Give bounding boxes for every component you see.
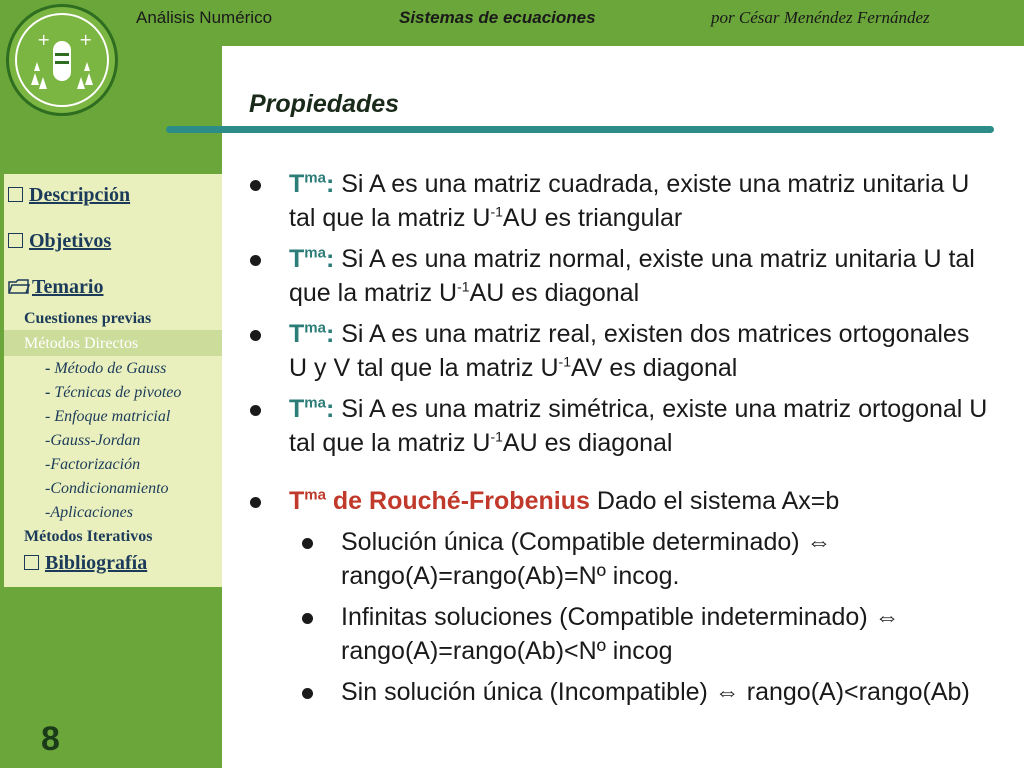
bullet-icon	[250, 255, 261, 266]
bullet-icon	[250, 330, 261, 341]
sidebar-menu	[4, 174, 222, 587]
nav-tecnicas-pivoteo[interactable]: - Técnicas de pivoteo	[45, 384, 182, 401]
bullet-icon	[302, 613, 313, 624]
rouche-case: Sin solución única (Incompatible) ⇔ rango(A)<rango(Ab)	[341, 675, 991, 709]
theorem-item: $T^{ma}$: Si A es una matriz cuadrada, existe una matriz unitaria U tal que la matriz $U^{-1}AU$ es triangular	[289, 167, 989, 235]
page-number: 8	[41, 720, 60, 758]
nav-temario[interactable]: Temario	[8, 276, 103, 299]
svg-text:+: +	[79, 30, 93, 49]
nav-metodos-iterativos[interactable]: Métodos Iterativos	[24, 528, 153, 545]
rouche-theorem: $T^{ma}$ de Rouché-Frobenius Dado el sistema Ax=b	[289, 484, 989, 518]
slide-title: Propiedades	[249, 90, 400, 118]
logo-seal-icon	[9, 7, 115, 113]
author-name: por César Menéndez Fernández	[711, 8, 930, 27]
nav-metodos-directos[interactable]: Métodos Directos	[24, 335, 139, 352]
course-name: Análisis Numérico	[136, 8, 273, 27]
bullet-icon	[302, 538, 313, 549]
rouche-case: Infinitas soluciones (Compatible indeterminado) ⇔ rango(A)=rango(Ab)<Nº incog	[341, 600, 991, 668]
checkbox-icon	[24, 555, 39, 570]
theorem-item: $T^{ma}$: Si A es una matriz simétrica, existe una matriz ortogonal U tal que la matriz $U^{-1}AU$ es diagonal	[289, 392, 989, 460]
rouche-case: Solución única (Compatible determinado) ⇔ rango(A)=rango(Ab)=Nº incog.	[341, 525, 991, 593]
topic-name: Sistemas de ecuaciones	[399, 8, 596, 27]
nav-objetivos[interactable]: Objetivos	[8, 230, 111, 253]
folder-icon	[8, 279, 30, 294]
nav-aplicaciones[interactable]: -Aplicaciones	[45, 504, 133, 521]
nav-gauss-jordan[interactable]: -Gauss-Jordan	[45, 432, 141, 449]
theorem-item: $T^{ma}$: Si A es una matriz real, existen dos matrices ortogonales U y V tal que la matriz $U^{-1}AV$ es diagonal	[289, 317, 989, 385]
nav-descripcion[interactable]: Descripción	[8, 184, 130, 207]
nav-metodo-gauss[interactable]: - Método de Gauss	[45, 360, 167, 377]
bullet-icon	[302, 688, 313, 699]
university-logo	[6, 4, 118, 116]
nav-factorizacion[interactable]: -Factorización	[45, 456, 141, 473]
checkbox-icon	[8, 233, 23, 248]
title-underline	[166, 126, 994, 133]
checkbox-icon	[8, 187, 23, 202]
svg-text:+: +	[37, 30, 51, 49]
nav-bibliografia[interactable]: Bibliografía	[24, 552, 147, 575]
theorem-item: $T^{ma}$: Si A es una matriz normal, existe una matriz unitaria U tal que la matriz $U^{-1}AU$ es diagonal	[289, 242, 989, 310]
nav-condicionamiento[interactable]: -Condicionamiento	[45, 480, 169, 497]
bullet-icon	[250, 180, 261, 191]
nav-enfoque-matricial[interactable]: - Enfoque matricial	[45, 408, 171, 425]
bullet-icon	[250, 497, 261, 508]
bullet-icon	[250, 405, 261, 416]
nav-cuestiones-previas[interactable]: Cuestiones previas	[24, 310, 152, 327]
